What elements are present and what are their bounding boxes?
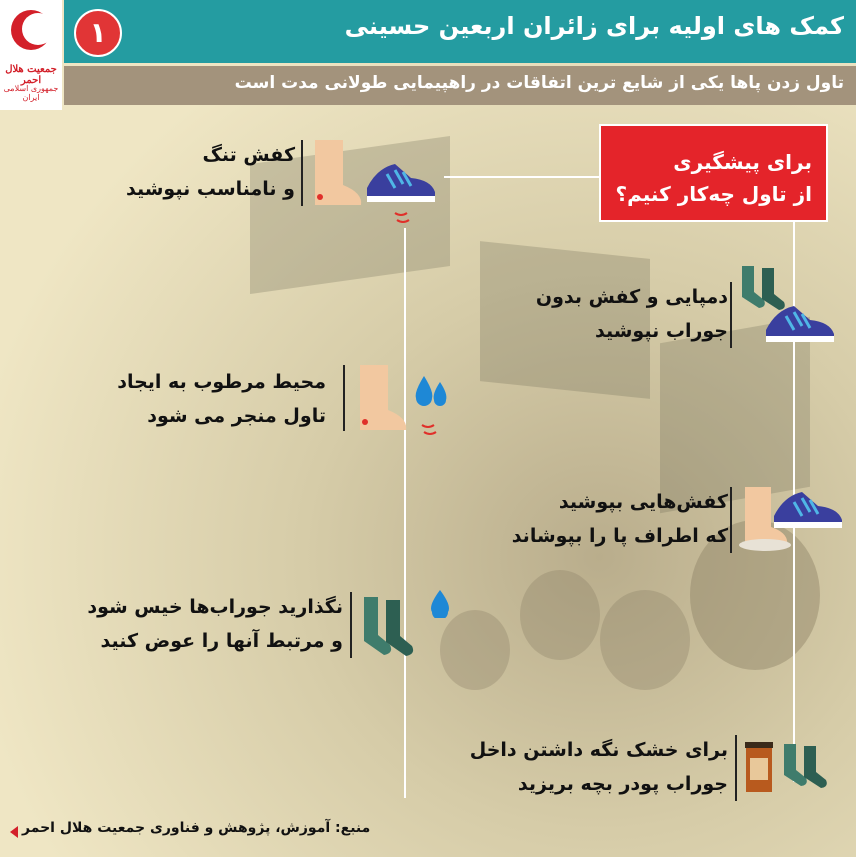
- left-item-1-line2: و نامناسب نپوشید: [126, 178, 295, 200]
- item-divider: [735, 735, 737, 801]
- foot-icon: [350, 360, 410, 440]
- logo-line1: جمعیت هلال احمر: [5, 64, 57, 86]
- right-item-3-line1: برای خشک نگه داشتن داخل: [469, 739, 728, 761]
- item-divider: [301, 140, 303, 206]
- right-item-1-line2: جوراب نپوشید: [595, 320, 728, 342]
- left-item-2-line2: تاول منجر می شود: [147, 405, 326, 427]
- left-item-3-line2: و مرتبط آنها را عوض کنید: [100, 630, 343, 652]
- item-divider: [730, 282, 732, 348]
- right-item-1: [536, 280, 728, 348]
- left-item-1-line1: کفش تنگ: [202, 144, 295, 166]
- question-box: [599, 124, 828, 222]
- crescent-icon: [11, 10, 51, 50]
- sneaker-icon: [365, 158, 437, 224]
- background-person: [600, 590, 690, 690]
- item-divider: [343, 365, 345, 431]
- question-line1: برای پیشگیری: [673, 150, 812, 174]
- question-text: [615, 146, 812, 210]
- socks-icon: [778, 740, 838, 790]
- right-item-2-line2: که اطراف پا را بپوشاند: [511, 525, 728, 547]
- page-subtitle: تاول زدن پاها یکی از شایع ترین اتفاقات در راهپیمایی طولانی مدت است: [234, 73, 844, 93]
- right-item-3: [470, 733, 728, 801]
- right-item-2: [512, 485, 728, 553]
- background-person: [440, 610, 510, 690]
- powder-can-icon: [742, 738, 776, 794]
- sneaker-icon: [764, 302, 836, 348]
- water-drops-icon: [412, 370, 452, 440]
- left-item-2: [117, 365, 326, 433]
- socks-icon: [356, 592, 426, 662]
- item-divider: [730, 487, 732, 553]
- right-item-3-line2: جوراب پودر بچه بریزید: [517, 773, 728, 795]
- foot-icon: [305, 135, 365, 215]
- connector-line: [404, 228, 406, 798]
- connector-line: [444, 176, 600, 178]
- water-drops-icon: [425, 588, 455, 618]
- left-item-1: [126, 138, 295, 206]
- page-title: کمک های اولیه برای زائران اربعین حسینی: [344, 12, 844, 40]
- item-divider: [350, 592, 352, 658]
- left-item-3-line1: نگذارید جوراب‌ها خیس شود: [87, 596, 343, 618]
- left-item-2-line1: محیط مرطوب به ایجاد: [117, 371, 326, 393]
- sneaker-icon: [772, 488, 844, 534]
- right-item-2-line1: کفش‌هایی بپوشید: [558, 491, 728, 513]
- right-item-1-line1: دمپایی و کفش بدون: [535, 286, 728, 308]
- left-item-3: [87, 590, 343, 658]
- number-badge: ۱: [74, 9, 122, 57]
- red-crescent-logo: [0, 0, 62, 110]
- logo-line2: جمهوری اسلامی ایران: [3, 84, 59, 102]
- background-person: [520, 570, 600, 660]
- source-arrow-icon: [10, 826, 18, 838]
- question-line2: از تاول چه‌کار کنیم؟: [615, 182, 812, 206]
- source-credit: منبع: آموزش، پژوهش و فناوری جمعیت هلال احمر: [22, 820, 371, 836]
- header-bar: [64, 0, 856, 63]
- subtitle-bar: [64, 66, 856, 105]
